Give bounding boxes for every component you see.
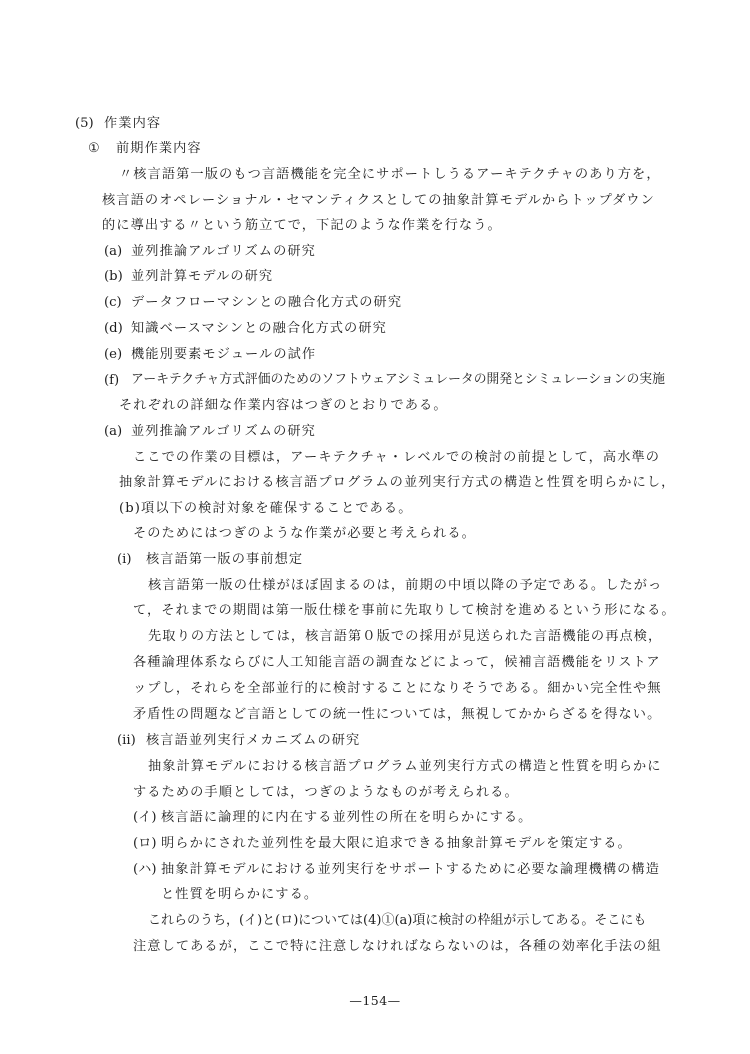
item-ii-title: 核言語並列実行メカニズムの研究	[146, 733, 361, 748]
item-i-line: 先取りの方法としては，核言語第０版での採用が見送られた言語機能の再点検，	[148, 629, 663, 644]
detail-a-line: (b)項以下の検討対象を確保することである。	[119, 501, 413, 516]
task-text: データフローマシンとの融合化方式の研究	[131, 295, 403, 310]
detail-a-label: (a)	[104, 424, 123, 439]
section-number: (5)	[75, 116, 94, 131]
intro-line: 核言語のオペレーショナル・セマンティクスとしての抽象計算モデルからトップダウン	[102, 193, 655, 208]
task-label: (d)	[104, 321, 123, 336]
task-text: 知識ベースマシンとの融合化方式の研究	[131, 321, 387, 336]
subitem-text: と性質を明らかにする。	[161, 887, 319, 902]
task-label: (b)	[104, 269, 123, 284]
tasks-after: それぞれの詳細な作業内容はつぎのとおりである。	[119, 398, 448, 413]
detail-a-line: 抽象計算モデルにおける核言語プログラムの並列実行方式の構造と性質を明らかにし，	[119, 475, 676, 490]
page-number: —154—	[349, 993, 401, 1008]
detail-a-line: そのためにはつぎのような作業が必要と考えられる。	[133, 526, 476, 541]
subitem-label: (ロ)	[133, 836, 157, 851]
item-ii-line: するための手順としては，つぎのようなものが考えられる。	[133, 785, 519, 800]
item-i-line: 核言語第一版の仕様がほぼ固まるのは，前期の中頃以降の予定である。したがっ	[148, 578, 663, 593]
task-text: 並列推論アルゴリズムの研究	[131, 244, 316, 259]
section-title: 作業内容	[104, 116, 162, 131]
subitem-label: (ハ)	[133, 862, 157, 877]
detail-a-title: 並列推論アルゴリズムの研究	[131, 424, 316, 439]
item-i-line: 矛盾性の問題など言語としての統一性については，無視してかからざるを得ない。	[133, 707, 662, 722]
subitem-text: 抽象計算モデルにおける並列実行をサポートするために必要な論理機構の構造	[161, 862, 661, 877]
item-ii-closing-line: 注意してあるが，ここで特に注意しなければならないのは，各種の効率化手法の組	[133, 939, 662, 954]
detail-a-line: ここでの作業の目標は，アーキテクチャ・レベルでの検討の前提として，高水準の	[133, 450, 661, 465]
subsection-number: ①	[88, 141, 100, 156]
subsection-title: 前期作業内容	[116, 141, 202, 156]
intro-line: 的に導出する〃という筋立てで，下記のような作業を行なう。	[102, 218, 502, 233]
task-label: (f)	[104, 373, 120, 388]
item-i-label: (i)	[117, 552, 132, 567]
task-text: アーキテクチャ方式評価のためのソフトウェアシミュレータの開発とシミュレーションの実施	[131, 372, 665, 387]
intro-line: 〃核言語第一版のもつ言語機能を完全にサポートしうるアーキテクチャのあり方を，	[119, 167, 661, 182]
item-i-line: 各種論理体系ならびに人工知能言語の調査などによって，候補言語機能をリストア	[133, 655, 661, 670]
subitem-text: 明らかにされた並列性を最大限に追求できる抽象計算モデルを策定する。	[161, 836, 632, 851]
task-text: 機能別要素モジュールの試作	[131, 347, 317, 362]
subitem-text: 核言語に論理的に内在する並列性の所在を明らかにする。	[161, 810, 533, 825]
item-i-line: て，それまでの期間は第一版仕様を事前に先取りして検討を進めるという形になる。	[133, 603, 676, 618]
item-ii-label: (ii)	[117, 733, 136, 748]
task-label: (a)	[104, 244, 123, 259]
item-i-title: 核言語第一版の事前想定	[146, 552, 304, 567]
subitem-label: (イ)	[133, 810, 157, 825]
item-ii-line: 抽象計算モデルにおける核言語プログラム並列実行方式の構造と性質を明らかに	[148, 759, 662, 774]
item-ii-closing-line: これらのうち，(イ)と(ロ)については(4)①(a)項に検討の枠組が示してある。そこにも	[148, 913, 647, 928]
task-label: (e)	[104, 347, 123, 362]
task-label: (c)	[104, 295, 122, 310]
task-text: 並列計算モデルの研究	[131, 269, 274, 284]
item-i-line: ップし，それらを全部並行的に検討することになりそうである。細かい完全性や無	[133, 681, 662, 696]
